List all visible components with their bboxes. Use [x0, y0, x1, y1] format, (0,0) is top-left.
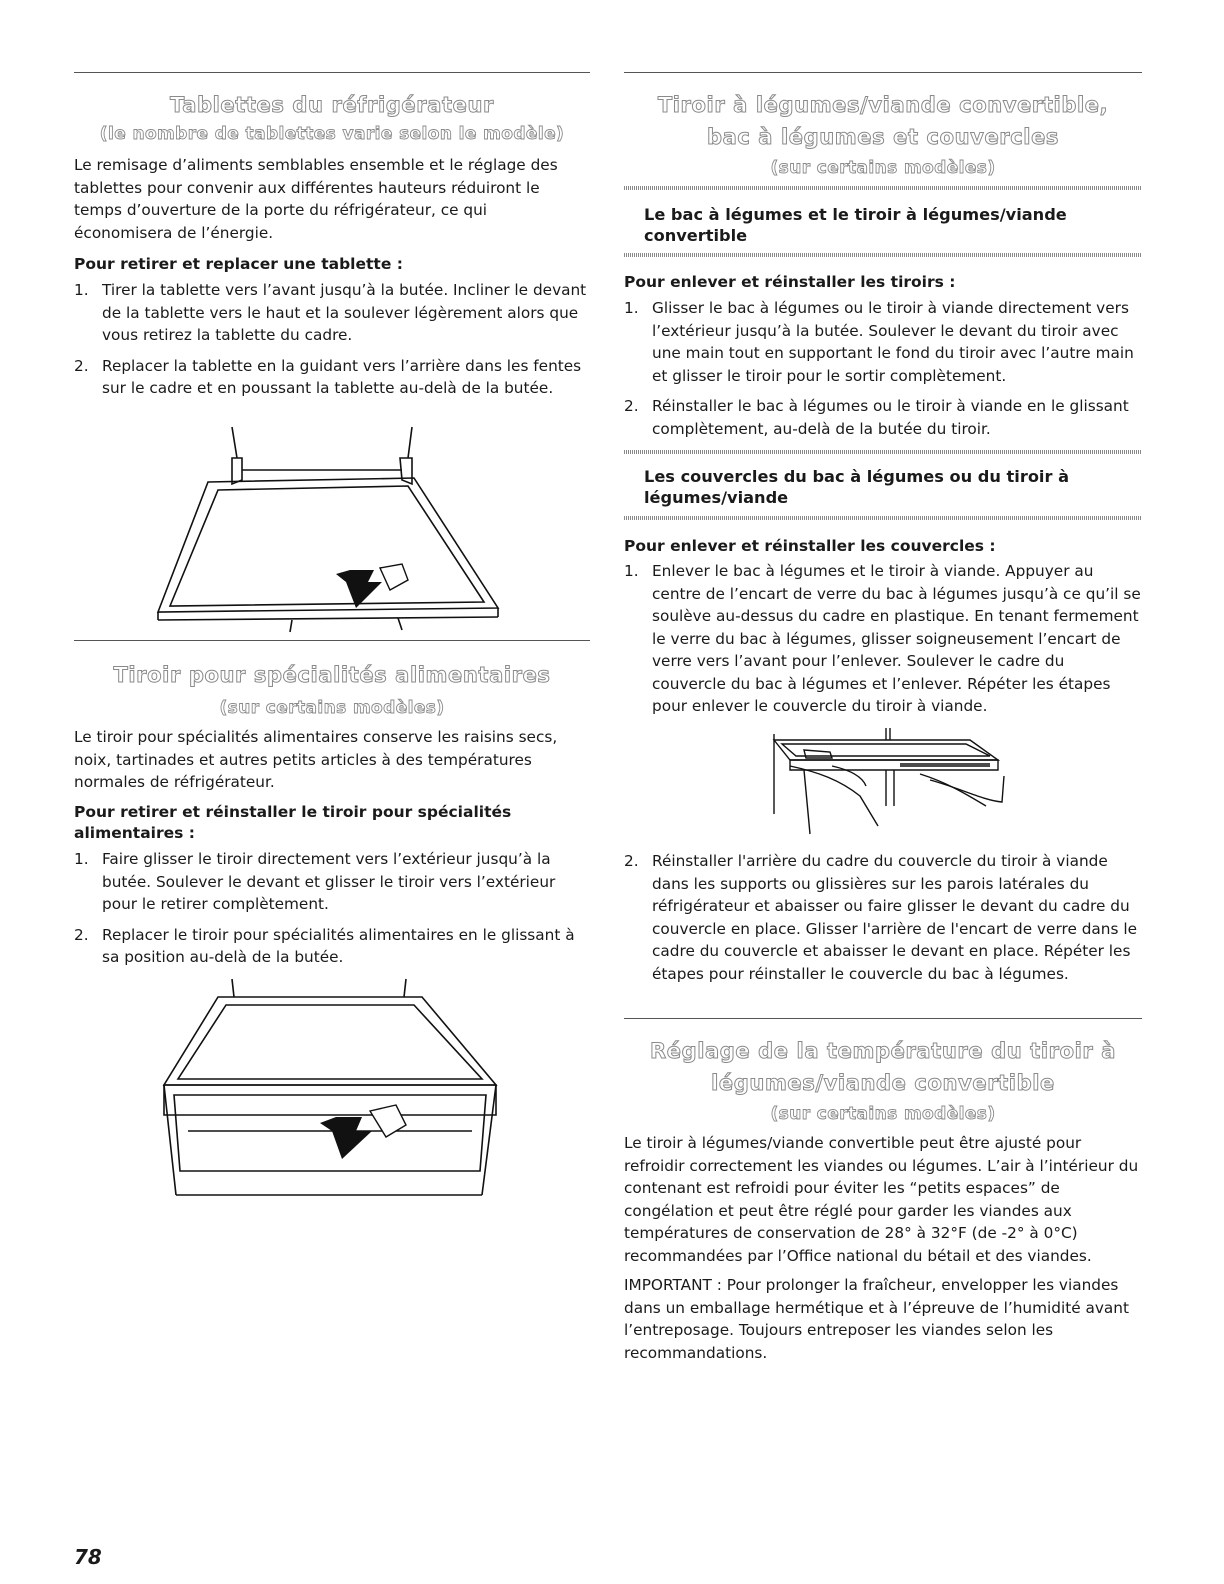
crisper-subtitle: (sur certains modèles): [770, 158, 996, 178]
specialty-drawer-illustration: [160, 975, 520, 1197]
drawers-steps: [624, 297, 1142, 448]
hatched-divider: [624, 516, 1142, 520]
covers-steps-b: [624, 850, 1142, 993]
specialty-steps: [74, 848, 590, 977]
shelves-title: Tablettes du réfrigérateur: [170, 93, 494, 117]
temperature-intro: Le tiroir à légumes/viande convertible peut être ajusté pour refroidir correctement les viandes ou légumes. L’air à l’intérieur du contenant est refroidi pour éviter les “petits espaces” de congélation et peut être réglé pour garder les viandes aux températures de conservation de 28° à 32°F (de -2° à 0°C) recommandées par l’Office national du bétail et des viandes.: [624, 1134, 1139, 1265]
temperature-title-line2: légumes/viande convertible: [711, 1071, 1055, 1095]
crisper-section2-heading: Les couvercles du bac à légumes ou du tiroir à légumes/viande: [644, 467, 1070, 507]
temperature-title-line1: Réglage de la température du tiroir à: [649, 1039, 1117, 1063]
section-rule: [74, 72, 590, 73]
hatched-divider: [624, 186, 1142, 190]
list-item: 2. Replacer le tiroir pour spécialités alimentaires en le glissant à sa position au-delà de la butée.: [74, 925, 575, 966]
specialty-subtitle: (sur certains modèles): [219, 698, 445, 718]
shelves-steps: [74, 279, 590, 408]
shelf-illustration: [150, 422, 530, 634]
temperature-subtitle: (sur certains modèles): [770, 1104, 996, 1124]
list-item: 1. Faire glisser le tiroir directement vers l’extérieur jusqu’à la butée. Soulever le devant et glisser le tiroir vers l’extérieur pour le retirer complètement.: [74, 850, 556, 913]
drawers-heading: Pour enlever et réinstaller les tiroirs :: [624, 273, 956, 291]
covers-steps-a: [624, 560, 1142, 726]
shelves-intro: Le remisage d’aliments semblables ensemble et le réglage des tablettes pour convenir aux différentes hauteurs réduiront le temps d’ouverture de la porte du réfrigérateur, ce qui économisera de l’énergie.: [74, 156, 558, 242]
specialty-intro: Le tiroir pour spécialités alimentaires conserve les raisins secs, noix, tartinades et autres petits articles à des températures normales de réfrigérateur.: [74, 728, 558, 791]
section-rule: [624, 1018, 1142, 1019]
page-number: 78: [74, 1545, 102, 1569]
list-item: 2. Replacer la tablette en la guidant vers l’arrière dans les fentes sur le cadre et en poussant la tablette au-delà de la butée.: [74, 356, 582, 397]
list-item: 1. Tirer la tablette vers l’avant jusqu’à la butée. Incliner le devant de la tablette vers le haut et la soulever légèrement alors que vous retirez la tablette du cadre.: [74, 281, 587, 344]
crisper-title-line1: Tiroir à légumes/viande convertible,: [657, 93, 1109, 117]
shelves-subtitle: (le nombre de tablettes varie selon le modèle): [99, 124, 565, 144]
important-note: IMPORTANT : Pour prolonger la fraîcheur, envelopper les viandes dans un emballage hermétique et à l’épreuve de l’humidité avant l’entreposage. Toujours entreposer les viandes selon les recommandations.: [624, 1276, 1129, 1362]
section-rule: [624, 72, 1142, 73]
hatched-divider: [624, 253, 1142, 257]
list-item: 2. Réinstaller le bac à légumes ou le tiroir à viande en le glissant complètement, au-delà de la butée du tiroir.: [624, 397, 1129, 438]
covers-heading: Pour enlever et réinstaller les couvercles :: [624, 537, 996, 555]
hatched-divider: [624, 450, 1142, 454]
section-rule: [74, 640, 590, 641]
crisper-section1-heading: Le bac à légumes et le tiroir à légumes/viande convertible: [644, 205, 1067, 245]
shelves-heading: Pour retirer et replacer une tablette :: [74, 255, 403, 273]
crisper-title-line2: bac à légumes et couvercles: [706, 125, 1060, 149]
crisper-cover-illustration: [770, 726, 1010, 836]
list-item: 2. Réinstaller l'arrière du cadre du couvercle du tiroir à viande dans les supports ou glissières sur les parois latérales du réfrigérateur et abaisser ou faire glisser le devant du cadre du couvercle en place. Glisser l'arrière de l'encart de verre dans le cadre du couvercle et abaisser le devant en place. Répéter les étapes pour réinstaller le couvercle du bac à légumes.: [624, 852, 1137, 983]
list-item: 1. Glisser le bac à légumes ou le tiroir à viande directement vers l’extérieur jusqu’à la butée. Soulever le devant du tiroir avec une main tout en supportant le fond du tiroir avec l’autre main et glisser le tiroir pour le sortir complètement.: [624, 299, 1134, 385]
list-item: 1. Enlever le bac à légumes et le tiroir à viande. Appuyer au centre de l’encart de verre du bac à légumes jusqu’à ce qu’il se soulève au-dessus du cadre en plastique. En tenant fermement le verre du bac à légumes, glisser soigneusement l’encart de verre vers l’avant pour l’enlever. Soulever le cadre du couvercle du bac à légumes et l’enlever. Répéter les étapes pour enlever le couvercle du tiroir à viande.: [624, 562, 1141, 715]
specialty-title: Tiroir pour spécialités alimentaires: [113, 663, 551, 687]
specialty-heading: Pour retirer et réinstaller le tiroir pour spécialités alimentaires :: [74, 803, 512, 842]
